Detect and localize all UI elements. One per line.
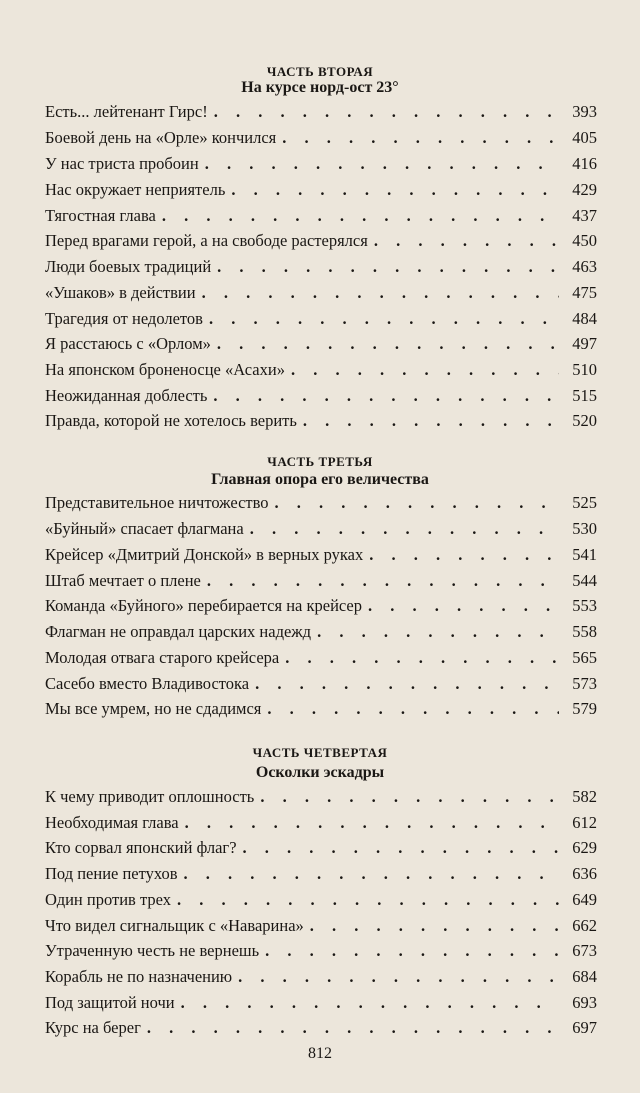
leader-dots [265, 940, 559, 962]
toc-entry [45, 329, 597, 355]
toc-entry [45, 278, 597, 304]
leader-dots [202, 282, 559, 304]
entry-page: 530 [572, 519, 597, 538]
entry-title: Флагман не оправдал царских надежд [45, 622, 312, 641]
part-label: ЧАСТЬ ЧЕТВЕРТАЯ [252, 745, 388, 760]
toc-entry [45, 1013, 597, 1039]
part-label: ЧАСТЬ ВТОРАЯ [266, 64, 374, 79]
entry-page: 520 [572, 411, 597, 430]
toc-entry [45, 175, 597, 201]
entry-page: 484 [572, 309, 597, 328]
toc-entry [45, 540, 597, 566]
leader-dots [207, 570, 559, 592]
entry-title: Под пение петухов [45, 864, 178, 883]
entry-title: Нас окружает неприятель [45, 180, 226, 199]
leader-dots [369, 544, 559, 566]
toc-entry [45, 149, 597, 175]
part-label: ЧАСТЬ ТРЕТЬЯ [267, 454, 373, 469]
toc-entry [45, 252, 597, 278]
toc-entry [45, 962, 597, 988]
toc-entry [45, 123, 597, 149]
entry-page: 693 [572, 993, 597, 1012]
leader-dots [162, 205, 559, 227]
leader-dots [185, 812, 559, 834]
entry-page: 510 [572, 360, 597, 379]
entry-title: Один против трех [45, 890, 171, 909]
toc-entry [45, 406, 597, 432]
entry-title: Под защитой ночи [45, 993, 175, 1012]
entry-title: Перед врагами герой, а на свободе растерялся [45, 231, 368, 250]
entry-page: 582 [572, 787, 597, 806]
leader-dots [184, 863, 559, 885]
entry-page: 515 [572, 386, 597, 405]
entry-title: Трагедия от недолетов [45, 309, 203, 328]
entry-title: Утраченную честь не вернешь [45, 941, 260, 960]
leader-dots [209, 308, 559, 330]
leader-dots [177, 889, 559, 911]
entry-page: 558 [572, 622, 597, 641]
toc-entry [45, 304, 597, 330]
entry-title: Я расстаюсь с «Орлом» [45, 334, 211, 353]
toc-entry [45, 782, 597, 808]
leader-dots [243, 837, 559, 859]
leader-dots [374, 230, 559, 252]
entry-title: Штаб мечтает о плене [45, 571, 201, 590]
toc-entry [45, 226, 597, 252]
entry-title: Сасебо вместо Владивостока [45, 674, 250, 693]
leader-dots [217, 256, 559, 278]
leader-dots [181, 992, 559, 1014]
entry-page: 497 [572, 334, 597, 353]
entry-page: 525 [572, 493, 597, 512]
leader-dots [317, 621, 559, 643]
leader-dots [217, 333, 559, 355]
entry-page: 416 [572, 154, 597, 173]
entry-title: Корабль не по назначению [45, 967, 233, 986]
entry-title: Крейсер «Дмитрий Донской» в верных руках [45, 545, 364, 564]
entry-page: 662 [572, 916, 597, 935]
entry-page: 393 [572, 102, 597, 121]
leader-dots [282, 127, 559, 149]
toc-entry [45, 566, 597, 592]
entry-page: 649 [572, 890, 597, 909]
entry-page: 684 [572, 967, 597, 986]
entry-title: Люди боевых традиций [45, 257, 212, 276]
entry-title: Правда, которой не хотелось верить [45, 411, 297, 430]
entry-title: Неожиданная доблесть [45, 386, 208, 405]
toc-entry [45, 97, 597, 123]
leader-dots [205, 153, 559, 175]
leader-dots [285, 647, 559, 669]
toc-entry [45, 643, 597, 669]
part-title: На курсе норд-ост 23° [241, 79, 399, 96]
toc-entry [45, 859, 597, 885]
leader-dots [267, 698, 559, 720]
entry-title: У нас триста пробоин [45, 154, 199, 173]
toc-entry [45, 617, 597, 643]
part-title: Главная опора его величества [211, 471, 429, 488]
entry-title: Необходимая глава [45, 813, 179, 832]
leader-dots [250, 518, 559, 540]
toc-entry [45, 488, 597, 514]
toc-entry [45, 911, 597, 937]
part-title: Осколки эскадры [255, 764, 385, 781]
leader-dots [310, 915, 559, 937]
entry-page: 463 [572, 257, 597, 276]
entry-page: 475 [572, 283, 597, 302]
toc-entry [45, 514, 597, 540]
entry-page: 541 [572, 545, 597, 564]
entry-title: Курс на берег [45, 1018, 141, 1037]
toc-entry [45, 988, 597, 1014]
entry-title: Боевой день на «Орле» кончился [45, 128, 277, 147]
entry-title: Что видел сигнальщик с «Наварина» [45, 916, 304, 935]
entry-title: Есть... лейтенант Гирс! [45, 102, 208, 121]
leader-dots [275, 492, 559, 514]
toc-entry [45, 936, 597, 962]
toc-entry [45, 669, 597, 695]
entry-title: К чему приводит оплошность [45, 787, 255, 806]
entry-title: Команда «Буйного» перебирается на крейсер [45, 596, 362, 615]
leader-dots [303, 410, 559, 432]
entry-page: 573 [572, 674, 597, 693]
entry-page: 450 [572, 231, 597, 250]
toc-entry [45, 201, 597, 227]
entry-page: 629 [572, 838, 597, 857]
entry-page: 636 [572, 864, 597, 883]
leader-dots [147, 1017, 559, 1039]
entry-title: Представительное ничтожество [45, 493, 269, 512]
toc-entry [45, 591, 597, 617]
entry-page: 565 [572, 648, 597, 667]
toc-entry [45, 355, 597, 381]
leader-dots [238, 966, 559, 988]
leader-dots [231, 179, 559, 201]
leader-dots [213, 385, 559, 407]
entry-title: На японском броненосце «Асахи» [45, 360, 285, 379]
page-number: 812 [308, 1045, 332, 1062]
toc-entry [45, 808, 597, 834]
entry-page: 673 [572, 941, 597, 960]
leader-dots [291, 359, 559, 381]
entry-page: 405 [572, 128, 597, 147]
entry-page: 612 [572, 813, 597, 832]
entry-page: 437 [572, 206, 597, 225]
toc-entry [45, 381, 597, 407]
toc-entry [45, 833, 597, 859]
leader-dots [214, 101, 559, 123]
entry-title: «Ушаков» в действии [45, 283, 196, 302]
toc-entry [45, 885, 597, 911]
entry-title: Молодая отвага старого крейсера [45, 648, 280, 667]
entry-title: «Буйный» спасает флагмана [45, 519, 244, 538]
leader-dots [368, 595, 559, 617]
entry-title: Мы все умрем, но не сдадимся [45, 699, 262, 718]
leader-dots [260, 786, 559, 808]
entry-title: Кто сорвал японский флаг? [45, 838, 237, 857]
entry-page: 697 [572, 1018, 597, 1037]
entry-page: 429 [572, 180, 597, 199]
leader-dots [255, 673, 559, 695]
entry-title: Тягостная глава [45, 206, 156, 225]
entry-page: 553 [572, 596, 597, 615]
entry-page: 579 [572, 699, 597, 718]
entry-page: 544 [572, 571, 597, 590]
toc-entry [45, 694, 597, 720]
